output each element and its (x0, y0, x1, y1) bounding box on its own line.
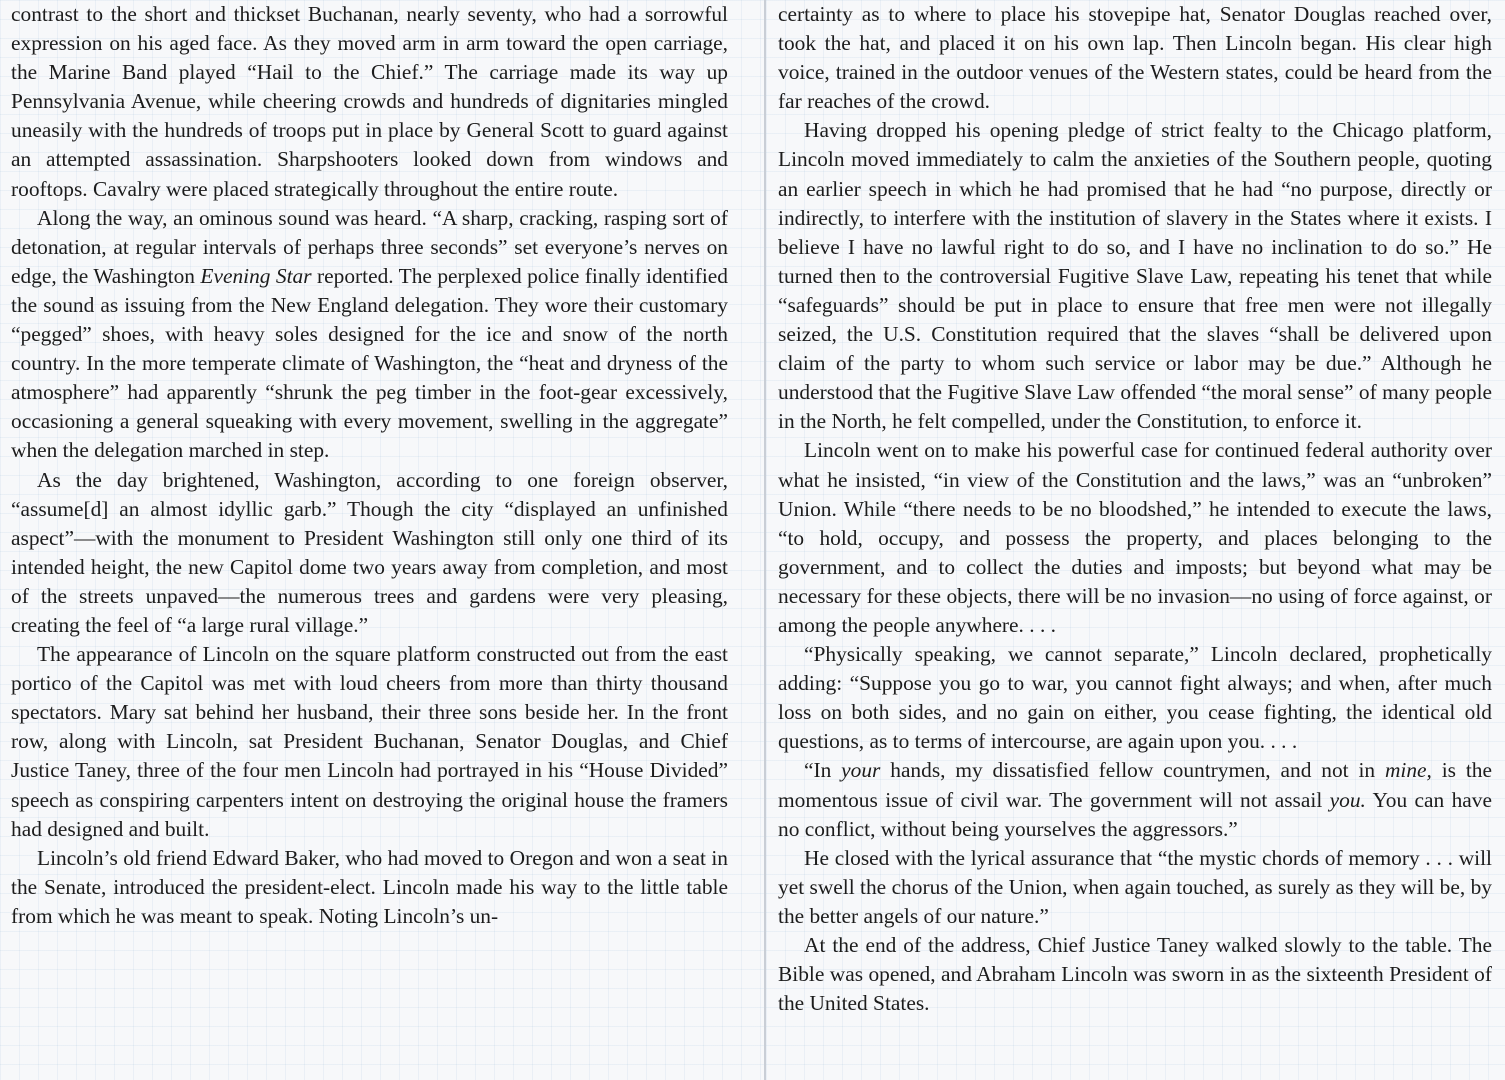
emphasis: mine, (1384, 758, 1432, 783)
paragraph: At the end of the address, Chief Justice Taney walked slowly to the table. The Bible was opened, and Abraham Lincoln was sworn in as the sixteenth President of the United States. (778, 933, 1492, 1016)
emphasis: your (841, 758, 881, 783)
paragraph: contrast to the short and thickset Buchanan, nearly seventy, who had a sorrowful expression on his aged face. As they moved arm in arm toward the open carriage, the Marine Band played “Hail to the Chief.” The carriage made its way up Pennsylvania Avenue, while cheering crowds and hundreds of dignitaries mingled uneasily with the hundreds of troops put in place by General Scott to guard against an attempted assassination. Sharpshooters looked down from windows and rooftops. Cavalry were placed strategically throughout the entire route. (11, 2, 728, 201)
paragraph: The appearance of Lincoln on the square platform constructed out from the east portico of the Capitol was met with loud cheers from more than thirty thousand spectators. Mary sat behind her husband, their three sons beside her. In the front row, along with Lincoln, sat President Buchanan, Senator Douglas, and Chief Justice Taney, three of the four men Lincoln had portrayed in his “House Divided” speech as conspiring carpenters intent on destroying the original house the framers had designed and built. (11, 642, 728, 841)
paragraph: Lincoln went on to make his powerful case for continued federal authority over what he insisted, “in view of the Constitution and the laws,” was an “unbroken” Union. While “there needs to be no bloodshed,” he intended to execute the laws, “to hold, occupy, and possess the property, and places belonging to the government, and to collect the duties and imposts; but beyond what may be necessary for these objects, there will be no invasion—no using of force against, or among the people anywhere. . . . (778, 438, 1492, 637)
right-page-text (778, 0, 1492, 1018)
paragraph (778, 756, 1492, 843)
paragraph: “Physically speaking, we cannot separate,” Lincoln declared, prophetically adding: “Suppose you go to war, you cannot fight always; and when, after much loss on both sides, and no gain on either, you cease fighting, the identical old questions, as to terms of intercourse, are again upon you. . . . (778, 642, 1492, 754)
text-run: is the momentous issue of civil war. The government will not assail (778, 758, 1492, 812)
paragraph: Having dropped his opening pledge of strict fealty to the Chicago platform, Lincoln moved immediately to calm the anxieties of the Southern people, quoting an earlier speech in which he had promised that he had “no purpose, directly or indirectly, to interfere with the institution of slavery in the States where it exists. I believe I have no lawful right to do so, and I have no inclination to do so.” He turned then to the controversial Fugitive Slave Law, repeating his tenet that while “safeguards” should be put in place to ensure that free men were not illegally seized, the U.S. Constitution required that the slaves “shall be delivered upon claim of the party to whom such service or labor may be due.” Although he understood that the Fugitive Slave Law offended “the moral sense” of many people in the North, he felt compelled, under the Constitution, to enforce it. (778, 118, 1492, 434)
paragraph: As the day brightened, Washington, according to one foreign observer, “assume[d] an almost idyllic garb.” Though the city “displayed an unfinished aspect”—with the monument to President Washington still only one third of its intended height, the new Capitol dome two years away from completion, and most of the streets unpaved—the numerous trees and gardens were very pleasing, creating the feel of “a large rural village.” (11, 467, 728, 637)
text-run: Along the way, an ominous sound was heard. “A sharp, cracking, rasping sort of detonation, at regular intervals of perhaps three seconds” set everyone’s nerves on edge, the Washington (11, 205, 728, 288)
text-run: You can have no conflict, without being yourselves the aggressors.” (778, 787, 1492, 841)
text-run: reported. The perplexed police finally identified the sound as issuing from the New England delegation. They wore their customary “pegged” shoes, with heavy soles designed for the ice and snow of the north country. In the more temperate climate of Washington, the “heat and dryness of the atmosphere” had apparently “shrunk the peg timber in the foot-gear excessively, occasioning a general squeaking with every movement, swelling in the aggregate” when the delegation marched in step. (11, 263, 728, 463)
emphasis: you. (1329, 787, 1366, 812)
right-page (766, 0, 1505, 1080)
newspaper-title: Evening Star (200, 263, 312, 288)
left-page-text (11, 0, 728, 931)
paragraph (11, 204, 728, 466)
text-run: hands, my dissatisfied fellow countrymen, and not in (880, 758, 1385, 783)
paragraph: He closed with the lyrical assurance that “the mystic chords of memory . . . will yet swell the chorus of the Union, when again touched, as surely as they will be, by the better angels of our nature.” (778, 845, 1492, 928)
paragraph: certainty as to where to place his stovepipe hat, Senator Douglas reached over, took the hat, and placed it on his own lap. Then Lincoln began. His clear high voice, trained in the outdoor venues of the Western states, could be heard from the far reaches of the crowd. (778, 2, 1492, 114)
paragraph: Lincoln’s old friend Edward Baker, who had moved to Oregon and won a seat in the Senate, introduced the president-elect. Lincoln made his way to the little table from which he was meant to speak. Noting Lincoln’s un- (11, 845, 728, 928)
text-run: “In (804, 758, 842, 783)
